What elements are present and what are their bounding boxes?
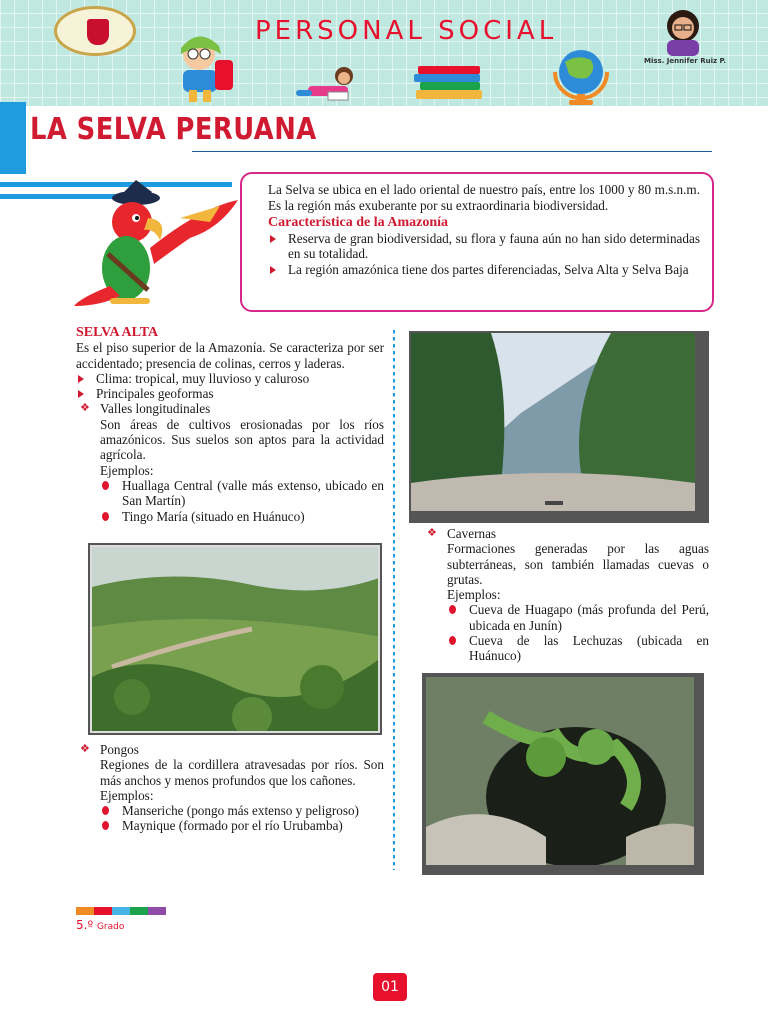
valley-photo: [90, 545, 380, 733]
pongo-photo: [409, 331, 709, 523]
valles-examples-label: Ejemplos:: [100, 462, 154, 478]
list-item: Cueva de Huagapo (más profunda del Perú, ubicada en Junín): [447, 602, 709, 633]
list-item: Clima: tropical, muy lluvioso y caluroso: [76, 371, 384, 386]
list-item: Manseriche (pongo más extenso y peligroso): [100, 803, 384, 818]
teacher-avatar-icon: [655, 6, 711, 56]
header-banner: [0, 0, 768, 106]
grade-colorbar: [112, 907, 130, 915]
child-with-backpack-icon: [163, 30, 245, 104]
school-logo-icon: [54, 6, 136, 56]
pongos-examples: [100, 803, 384, 834]
list-item: Cueva de las Lechuzas (ubicada en Huánuco): [447, 633, 709, 664]
cavernas-subheading: ❖ Cavernas: [423, 526, 709, 541]
side-accent-bar: [0, 102, 26, 174]
cavernas-section: [423, 526, 709, 664]
grade-colorbar: [130, 907, 148, 915]
intro-box: [240, 172, 714, 312]
pongos-text: Regiones de la cordillera atravesadas por ríos. Son más anchos y menos profundos que los cañones.: [100, 757, 384, 788]
pirate-parrot-icon: [70, 178, 242, 318]
selva-alta-intro: Es el piso superior de la Amazonía. Se caracteriza por ser accidentado; presencia de colinas, cerros y laderas.: [76, 340, 384, 371]
banner-title: PERSONAL SOCIAL: [255, 16, 558, 46]
page-title: LA SELVA PERUANA: [30, 112, 317, 147]
list-item: Principales geoformas: [76, 386, 384, 401]
pongos-examples-label: Ejemplos:: [100, 787, 154, 803]
cavernas-text: Formaciones generadas por las aguas subterráneas, son también llamadas cuevas o grutas.: [447, 541, 709, 587]
cavernas-examples-label: Ejemplos:: [447, 587, 501, 603]
intro-heading: Característica de la Amazonía: [268, 215, 449, 230]
valles-text: Son áreas de cultivos erosionadas por los ríos amazónicos. Sus suelos son aptos para la actividad agrícola.: [100, 416, 384, 463]
cave-photo: [422, 673, 704, 875]
grade-number: 5.º: [76, 918, 94, 932]
column-divider: [393, 330, 395, 870]
intro-bullet-list: [268, 231, 700, 278]
valles-subheading: ❖ Valles longitudinales: [76, 401, 384, 416]
grade-word: Grado: [96, 922, 125, 932]
selva-alta-column: [76, 325, 384, 524]
pongos-section: [76, 742, 384, 834]
grade-label: [76, 918, 124, 932]
section-title: SELVA ALTA: [76, 325, 159, 340]
list-item: Reserva de gran biodiversidad, su flora y fauna aún no han sido determinadas en su totalidad.: [268, 231, 700, 262]
intro-text: La Selva se ubica en el lado oriental de nuestro país, entre los 1000 y 80 m.s.n.m. Es la región más exuberante por su extraordinaria biodiversidad.: [268, 182, 700, 213]
list-item: Huallaga Central (valle más extenso, ubicado en San Martín): [100, 478, 384, 509]
list-item: Tingo María (situado en Huánuco): [100, 509, 384, 524]
books-stack-icon: [414, 64, 486, 104]
pongos-subheading: ❖ Pongos: [76, 742, 384, 757]
globe-icon: [547, 48, 619, 106]
list-item: Maynique (formado por el río Urubamba): [100, 818, 384, 833]
grade-colorbar: [94, 907, 112, 915]
title-rule: [192, 151, 712, 152]
grade-colorbar: [148, 907, 166, 915]
selva-alta-bullets: [76, 371, 384, 402]
cavernas-examples: [447, 602, 709, 663]
list-item: La región amazónica tiene dos partes diferenciadas, Selva Alta y Selva Baja: [268, 262, 700, 278]
child-reading-icon: [294, 64, 368, 104]
page-number: 01: [373, 973, 407, 1001]
teacher-name: Miss. Jennifer Ruiz P.: [644, 57, 726, 65]
grade-colorbar: [76, 907, 94, 915]
valles-examples: [100, 478, 384, 524]
